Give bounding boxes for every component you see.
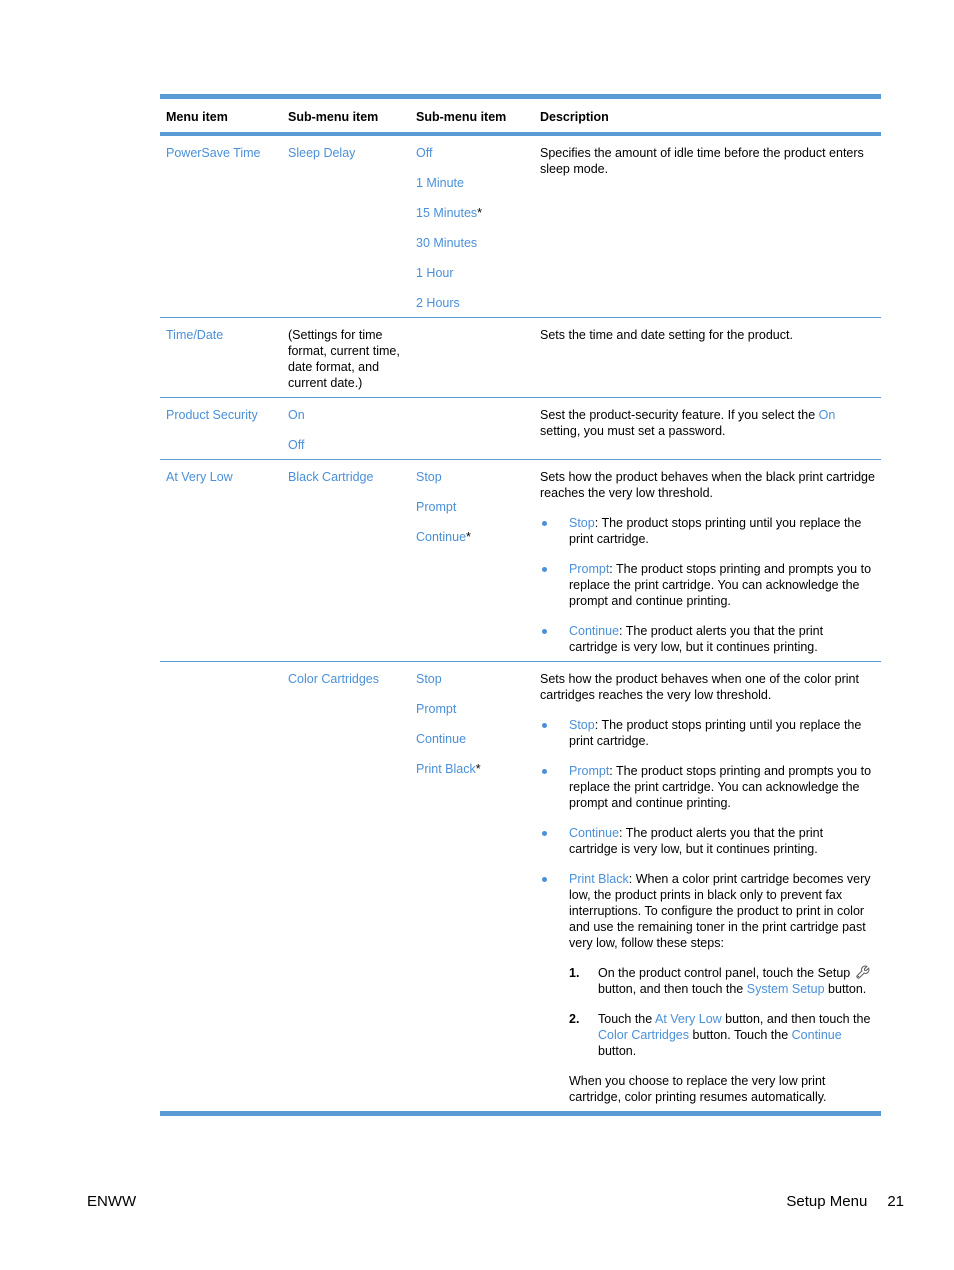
closing-note: When you choose to replace the very low print cartridge, color printing resumes automatically.: [569, 1074, 827, 1104]
default-marker: *: [475, 762, 481, 776]
page-number: 21: [887, 1193, 904, 1210]
prompt-link[interactable]: Prompt: [569, 562, 610, 576]
continue-link[interactable]: Continue: [569, 624, 620, 638]
step-item: 2. Touch the At Very Low button, and then touch the Color Cartridges button. Touch the Continue button.: [569, 1012, 871, 1058]
system-setup-link[interactable]: System Setup: [746, 982, 825, 996]
option-list: [410, 134, 534, 318]
table-row-powersave: [160, 134, 881, 318]
steps-list: [569, 965, 875, 1059]
list-item: Prompt: The product stops printing and prompts you to replace the print cartridge. You can acknowledge the prompt and continue printing.: [540, 763, 875, 811]
option-off[interactable]: Off: [288, 438, 305, 452]
menu-item-powersave-time[interactable]: PowerSave Time: [166, 146, 261, 160]
step-number: 1.: [569, 966, 580, 980]
header-menu-item: Menu item: [166, 110, 228, 124]
option-off[interactable]: Off: [416, 146, 433, 160]
bullet-list: [540, 515, 875, 655]
description: [534, 460, 881, 662]
option-stop[interactable]: Stop: [416, 672, 442, 686]
submenu-note: (Settings for time format, current time, date format, and current date.): [288, 328, 400, 390]
footer-section-title: Setup Menu: [786, 1193, 868, 1210]
option-1-minute[interactable]: 1 Minute: [416, 176, 464, 190]
header-sub-menu-item-2: Sub-menu item: [416, 110, 507, 124]
option-2-hours[interactable]: 2 Hours: [416, 296, 460, 310]
option-stop[interactable]: Stop: [416, 470, 442, 484]
option-30-minutes[interactable]: 30 Minutes: [416, 236, 478, 250]
list-item: Prompt: The product stops printing and prompts you to replace the print cartridge. You can acknowledge the prompt and continue printing.: [540, 561, 875, 609]
continue-link[interactable]: Continue: [569, 826, 620, 840]
description: Sest the product-security feature. If you select the On setting, you must set a password.: [540, 408, 836, 438]
default-marker: *: [477, 206, 483, 220]
description: [534, 662, 881, 1114]
option-continue[interactable]: Continue: [416, 732, 467, 746]
prompt-link[interactable]: Prompt: [569, 764, 610, 778]
header-sub-menu-item-1: Sub-menu item: [288, 110, 379, 124]
at-very-low-link[interactable]: At Very Low: [655, 1012, 722, 1026]
option-prompt[interactable]: Prompt: [416, 500, 457, 514]
option-continue[interactable]: Continue: [416, 530, 467, 544]
option-list: [282, 398, 410, 460]
continue-link[interactable]: Continue: [791, 1028, 842, 1042]
list-item: Stop: The product stops printing until you replace the print cartridge.: [540, 515, 875, 547]
footer-left-label: ENWW: [87, 1193, 137, 1210]
setup-menu-table: [160, 94, 881, 1116]
bullet-list: [540, 717, 875, 1105]
option-prompt[interactable]: Prompt: [416, 702, 457, 716]
submenu-color-cartridges[interactable]: Color Cartridges: [288, 672, 380, 686]
menu-item-at-very-low[interactable]: At Very Low: [166, 470, 233, 484]
option-print-black[interactable]: Print Black: [416, 762, 476, 776]
option-on[interactable]: On: [288, 408, 305, 422]
header-description: Description: [540, 110, 609, 124]
table-row-very-low-black: [160, 460, 881, 662]
menu-item-product-security[interactable]: Product Security: [166, 408, 258, 422]
table-row-timedate: [160, 318, 881, 398]
footer-right: [786, 1193, 904, 1211]
color-cartridges-link[interactable]: Color Cartridges: [598, 1028, 690, 1042]
stop-link[interactable]: Stop: [569, 516, 595, 530]
print-black-link[interactable]: Print Black: [569, 872, 629, 886]
step-item: 1. On the product control panel, touch the Setup button, and then touch the System Setup button.: [569, 965, 875, 997]
option-1-hour[interactable]: 1 Hour: [416, 266, 454, 280]
description: Specifies the amount of idle time before the product enters sleep mode.: [540, 146, 864, 176]
list-item: Continue: The product alerts you that the print cartridge is very low, but it continues printing.: [540, 825, 875, 857]
description-intro: Sets how the product behaves when one of the color print cartridges reaches the very low threshold.: [540, 672, 859, 702]
option-list: [410, 662, 534, 1114]
default-marker: *: [466, 530, 471, 544]
list-item: Stop: The product stops printing until you replace the print cartridge.: [540, 717, 875, 749]
description-intro: Sets how the product behaves when the black print cartridge reaches the very low threshold.: [540, 470, 875, 500]
submenu-black-cartridge[interactable]: Black Cartridge: [288, 470, 374, 484]
wrench-icon: [856, 965, 870, 979]
option-list: [410, 460, 534, 662]
list-item: Print Black: When a color print cartridge becomes very low, the product prints in black only to prevent fax interruptions. To configure the product to print in color and use the remaining toner in the print cartridge past very low, follow these steps: 1. On the product control panel, touch the Setup button, and then touch the System Setup button. 2. Touch the At Very Low button, and then touch the Color Cartridges button. Touch the Continue button. When you choose to replace the very low print cartridge, color printing resumes automatically.: [540, 871, 875, 1105]
table-row-product-security: [160, 398, 881, 460]
table-header-row: [160, 97, 881, 135]
option-15-minutes[interactable]: 15 Minutes: [416, 206, 478, 220]
description: Sets the time and date setting for the product.: [540, 328, 793, 342]
table-row-very-low-color: [160, 662, 881, 1114]
submenu-sleep-delay[interactable]: Sleep Delay: [288, 146, 356, 160]
step-number: 2.: [569, 1012, 580, 1026]
stop-link[interactable]: Stop: [569, 718, 595, 732]
on-link[interactable]: On: [818, 408, 836, 422]
list-item: Continue: The product alerts you that the print cartridge is very low, but it continues printing.: [540, 623, 875, 655]
menu-item-time-date[interactable]: Time/Date: [166, 328, 224, 342]
